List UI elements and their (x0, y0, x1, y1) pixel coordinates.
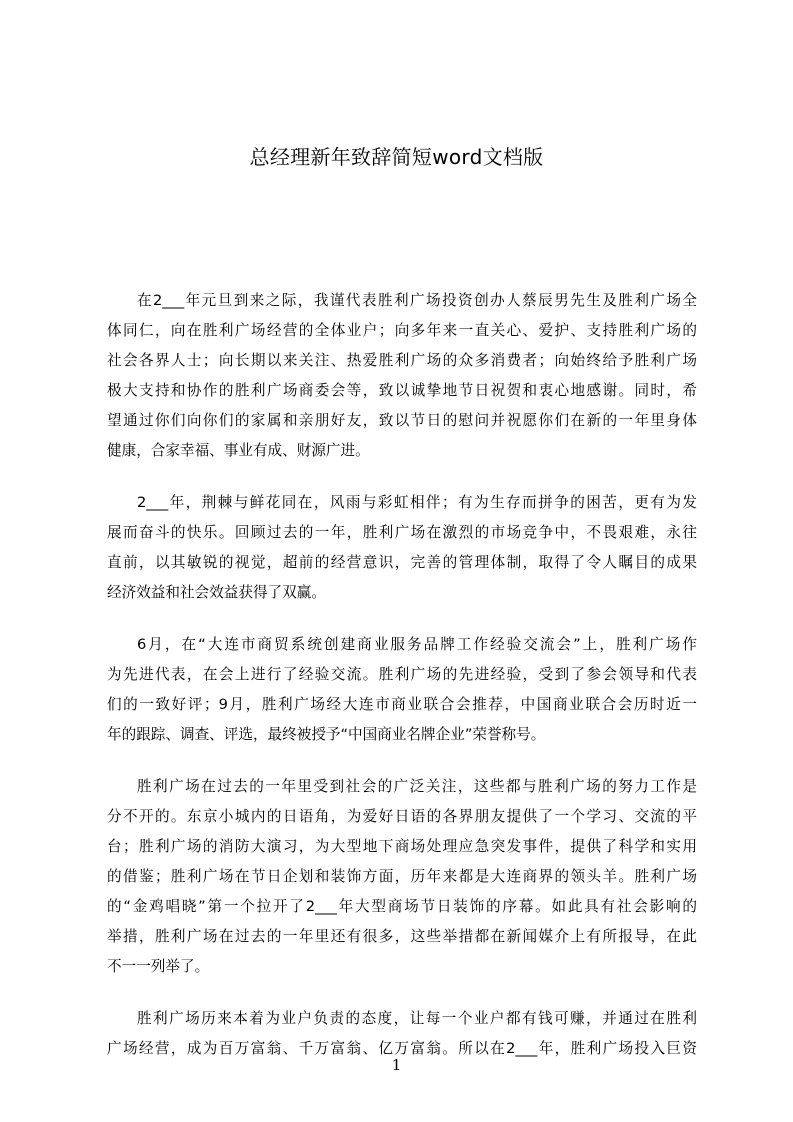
text-line: 在2___年元旦到来之际，我谨代表胜利广场投资创办人蔡辰男先生及胜利广场全 (137, 292, 697, 309)
text-line: 胜利广场历来本着为业户负责的态度，让每一个业户都有钱可赚，并通过在胜利 (137, 1010, 697, 1027)
text-line: 社会各界人士；向长期以来关注、热爱胜利广场的众多消费者；向始终给予胜利广场 (107, 352, 697, 369)
text-line: 健康，合家幸福、事业有成、财源广进。 (107, 442, 370, 459)
paragraph-awards (107, 630, 697, 750)
page-number: 1 (391, 1056, 402, 1074)
text-line: 们的一致好评；9月，胜利广场经大连市商业联合会推荐，中国商业联合会历时近一 (107, 696, 697, 713)
text-line: 不一一列举了。 (107, 958, 210, 975)
document-body (107, 286, 697, 1086)
text-line: 望通过你们向你们的家属和亲朋好友，致以节日的慰问并祝愿你们在新的一年里身体 (107, 412, 697, 429)
text-line: 为先进代表，在会上进行了经验交流。胜利广场的先进经验，受到了参会领导和代表 (107, 666, 697, 683)
text-line: 的“金鸡唱晓”第一个拉开了2___年大型商场节日装饰的序幕。如此具有社会影响的 (107, 898, 697, 915)
text-line: 经济效益和社会效益获得了双赢。 (107, 584, 326, 601)
text-line: 台；胜利广场的消防大演习，为大型地下商场处理应急突发事件，提供了科学和实用 (107, 838, 697, 855)
text-line: 胜利广场在过去的一年里受到社会的广泛关注，这些都与胜利广场的努力工作是 (137, 778, 697, 795)
paragraph-social-attention (107, 772, 697, 982)
text-line: 极大支持和协作的胜利广场商委会等，致以诚挚地节日祝贺和衷心地感谢。同时，希 (107, 382, 697, 399)
text-line: 6月，在“大连市商贸系统创建商业服务品牌工作经验交流会”上，胜利广场作 (137, 636, 697, 653)
text-line: 展而奋斗的快乐。回顾过去的一年，胜利广场在激烈的市场竞争中，不畏艰难，永往 (107, 524, 697, 541)
text-line: 分不开的。东京小城内的日语角，为爱好日语的各界朋友提供了一个学习、交流的平 (107, 808, 697, 825)
paragraph-year-review (107, 488, 697, 608)
text-line: 直前，以其敏锐的视觉，超前的经营意识，完善的管理体制，取得了令人瞩目的成果 (107, 554, 697, 571)
text-line: 的借鉴；胜利广场在节日企划和装饰方面，历年来都是大连商界的领头羊。胜利广场 (107, 868, 697, 885)
text-line: 体同仁，向在胜利广场经营的全体业户；向多年来一直关心、爱护、支持胜利广场的 (107, 322, 697, 339)
text-line: 年的跟踪、调查、评选，最终被授予“中国商业名牌企业”荣誉称号。 (107, 726, 546, 743)
text-line: 举措，胜利广场在过去的一年里还有很多，这些举措都在新闻媒介上有所报导，在此 (107, 928, 697, 945)
document-title: 总经理新年致辞简短word文档版 (249, 145, 544, 169)
paragraph-new-year-greeting (107, 286, 697, 466)
text-line: 广场经营，成为百万富翁、千万富翁、亿万富翁。所以在2___年，胜利广场投入巨资 (107, 1040, 697, 1057)
text-line: 2___年，荆棘与鲜花同在，风雨与彩虹相伴；有为生存而拼争的困苦，更有为发 (137, 494, 697, 511)
